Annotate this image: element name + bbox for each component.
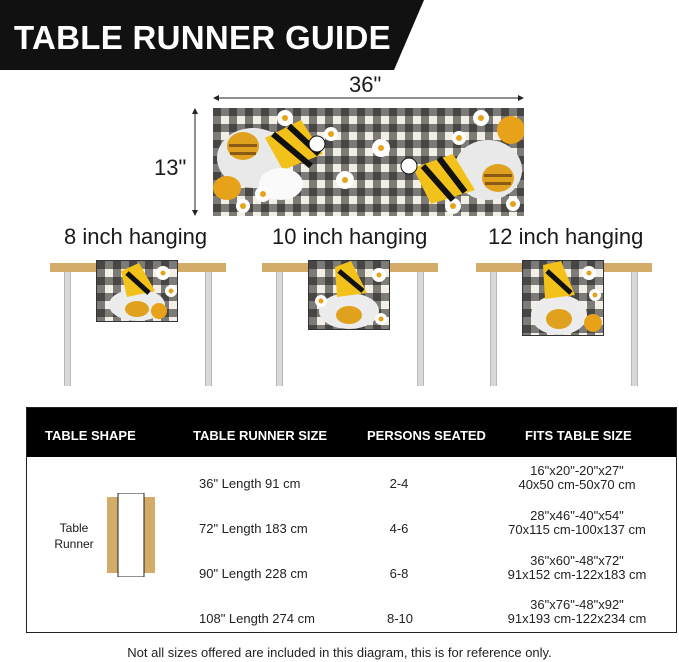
runner-drape bbox=[308, 260, 390, 330]
height-label: 13" bbox=[154, 155, 187, 180]
header-fits-table-size: FITS TABLE SIZE bbox=[525, 428, 632, 443]
row-2-size: 72" Length 183 cm bbox=[199, 521, 308, 536]
row-3-fits-in: 36"x60"-48"x72" bbox=[530, 553, 624, 568]
table-illustration-12 bbox=[476, 260, 652, 388]
row-1-fits-cm: 40x50 cm-50x70 cm bbox=[518, 477, 636, 492]
shape-label: Table Runner bbox=[54, 521, 94, 551]
row-4-size: 108" Length 274 cm bbox=[199, 611, 315, 626]
header-table-shape: TABLE SHAPE bbox=[45, 428, 136, 443]
runner-drape bbox=[96, 260, 178, 322]
row-1-size: 36" Length 91 cm bbox=[199, 476, 301, 491]
row-4-persons: 8-10 bbox=[386, 611, 414, 626]
table-illustration-10 bbox=[262, 260, 438, 388]
table-leg bbox=[64, 272, 71, 386]
row-2-persons: 4-6 bbox=[389, 521, 409, 536]
header-runner-size: TABLE RUNNER SIZE bbox=[193, 428, 328, 443]
hanging-label-12: 12 inch hanging bbox=[488, 224, 644, 249]
table-leg bbox=[631, 272, 638, 386]
row-3-size: 90" Length 228 cm bbox=[199, 566, 308, 581]
size-table bbox=[26, 407, 677, 633]
height-dimension-arrow bbox=[192, 108, 198, 216]
table-header bbox=[27, 408, 676, 457]
table-leg bbox=[276, 272, 283, 386]
row-4-fits-cm: 91x193 cm-122x234 cm bbox=[507, 611, 647, 626]
table-illustration-8 bbox=[50, 260, 226, 388]
row-4-fits-in: 36"x76"-48"x92" bbox=[530, 597, 624, 612]
table-leg bbox=[205, 272, 212, 386]
page-title: TABLE RUNNER GUIDE bbox=[14, 19, 391, 56]
row-3-persons: 6-8 bbox=[389, 566, 409, 581]
row-1-fits-in: 16"x20"-20"x27" bbox=[530, 463, 624, 478]
row-2-fits-cm: 70x115 cm-100x137 cm bbox=[508, 522, 646, 537]
row-3-fits-cm: 91x152 cm-122x183 cm bbox=[507, 567, 647, 582]
table-runner-image bbox=[213, 108, 524, 216]
row-2-fits-in: 28"x46"-40"x54" bbox=[530, 508, 624, 523]
title-banner bbox=[0, 0, 424, 70]
table-leg bbox=[417, 272, 424, 386]
row-1-persons: 2-4 bbox=[389, 476, 409, 491]
hanging-label-10: 10 inch hanging bbox=[272, 224, 428, 249]
header-persons-seated: PERSONS SEATED bbox=[367, 428, 486, 443]
table-runner-shape-icon bbox=[107, 493, 157, 577]
footnote: Not all sizes offered are included in this diagram, this is for reference only. bbox=[127, 645, 552, 660]
hanging-label-8: 8 inch hanging bbox=[64, 224, 208, 249]
runner-drape bbox=[522, 260, 604, 336]
table-leg bbox=[490, 272, 497, 386]
width-label: 36" bbox=[349, 72, 382, 97]
